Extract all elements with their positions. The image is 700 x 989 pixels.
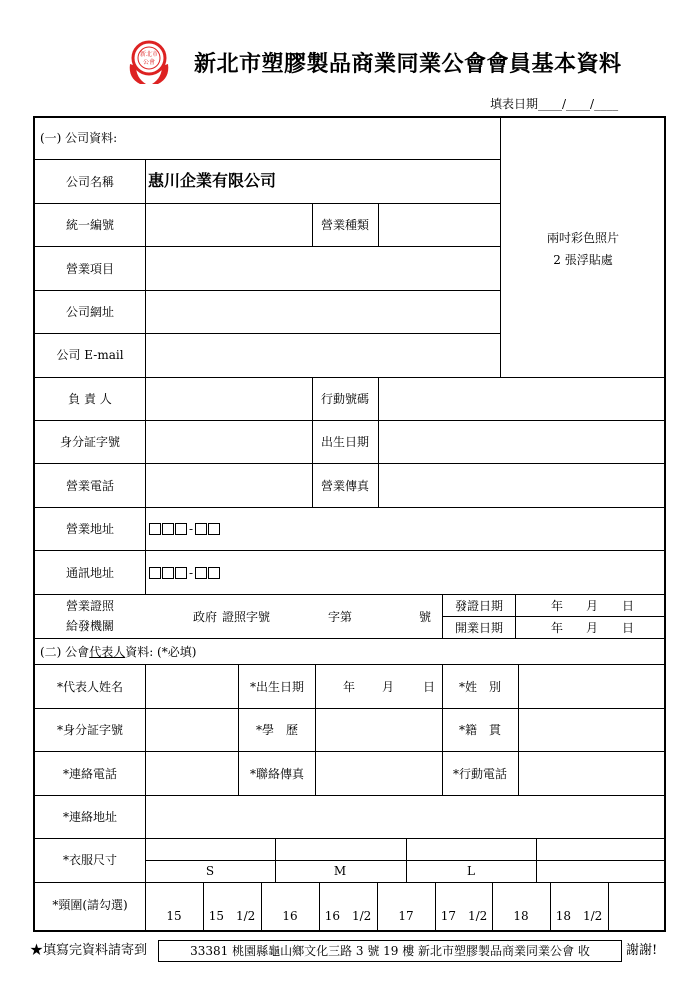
collar-option[interactable]: 15 1/2 (208, 909, 256, 923)
mobile-label: 行動號碼 (320, 392, 370, 406)
hometown-label: *籍 貫 (458, 723, 502, 737)
month-label: 月 (586, 621, 599, 635)
footer-suffix: 謝謝! (626, 943, 658, 958)
collar-option[interactable]: 17 1/2 (440, 909, 488, 923)
collar-option[interactable]: 16 (282, 909, 298, 923)
zip-dash: - (189, 522, 194, 536)
size-m: M (333, 864, 347, 878)
education-label: *學 歷 (255, 723, 299, 737)
biz-addr-label: 營業地址 (65, 522, 115, 536)
size-s: S (205, 864, 215, 878)
business-type-label: 營業種類 (320, 218, 370, 232)
unified-no-label: 統一編號 (65, 218, 115, 232)
photo-note-line1: 兩吋彩色照片 (546, 231, 620, 245)
gender-label: *姓 別 (458, 680, 502, 694)
rep-phone-label: *連絡電話 (62, 767, 118, 781)
clothes-size-label: *衣服尺寸 (62, 853, 118, 867)
collar-option[interactable]: 17 (398, 909, 414, 923)
year-label: 年 (551, 621, 564, 635)
footer-prefix: ★填寫完資料請寄到 (30, 943, 148, 958)
open-date-label: 開業日期 (454, 621, 504, 635)
section2-heading-suffix: 資料: (*必填) (125, 645, 197, 659)
rep-name-label: *代表人姓名 (56, 680, 124, 694)
phone-label: 營業電話 (65, 479, 115, 493)
birth-label: 出生日期 (320, 435, 370, 449)
photo-note-line2: 2 張浮貼處 (553, 253, 613, 267)
id-label: 身分証字號 (59, 435, 121, 449)
owner-label: 負 責 人 (68, 392, 112, 406)
hao-label: 號 (419, 610, 432, 624)
collar-option[interactable]: 18 1/2 (555, 909, 603, 923)
fill-date: 填表日期____/____/____ (490, 97, 619, 111)
section2-heading-prefix: (二) 公會 (40, 645, 90, 659)
section2-heading (40, 645, 196, 659)
svg-text:新北市: 新北市 (139, 51, 159, 58)
day-label: 日 (622, 621, 635, 635)
year-label: 年 (343, 680, 356, 694)
rep-mobile-label: *行動電話 (452, 767, 508, 781)
collar-size-label: *頸圍(請勾選) (52, 898, 128, 912)
email-label: 公司 E-mail (56, 348, 124, 362)
month-label: 月 (382, 680, 395, 694)
business-items-label: 營業項目 (65, 262, 115, 276)
section1-heading: (一) 公司資料: (40, 131, 118, 145)
rep-address-label: *連絡地址 (62, 810, 118, 824)
website-label: 公司網址 (65, 305, 115, 319)
collar-option[interactable]: 16 1/2 (324, 909, 372, 923)
gov-label: 政府 (193, 610, 218, 624)
day-label: 日 (622, 599, 635, 613)
zip-dash: - (189, 566, 194, 580)
license-label-2: 給發機關 (65, 619, 115, 633)
section2-heading-underlined: 代表人 (89, 645, 126, 659)
association-logo (124, 38, 174, 86)
zi-di-label: 字第 (328, 610, 353, 624)
footer-address: 33381 桃園縣龜山鄉文化三路 3 號 19 樓 新北市塑膠製品商業同業公會 收 (158, 940, 622, 962)
collar-option[interactable]: 15 (166, 909, 182, 923)
issue-date-label: 發證日期 (454, 599, 504, 613)
company-name-value[interactable]: 惠川企業有限公司 (148, 171, 277, 190)
svg-text:公會: 公會 (142, 59, 156, 66)
page-title: 新北市塑膠製品商業同業公會會員基本資料 (194, 52, 622, 77)
license-no-label: 證照字號 (222, 610, 271, 624)
rep-fax-label: *聯絡傳真 (249, 767, 305, 781)
mail-addr-label: 通訊地址 (65, 566, 115, 580)
collar-option[interactable]: 18 (513, 909, 529, 923)
company-name-label: 公司名稱 (65, 175, 115, 189)
day-label: 日 (423, 680, 436, 694)
license-label-1: 營業證照 (65, 599, 115, 613)
rep-birth-label: *出生日期 (249, 680, 305, 694)
month-label: 月 (586, 599, 599, 613)
year-label: 年 (551, 599, 564, 613)
rep-id-label: *身分証字號 (56, 723, 124, 737)
fax-label: 營業傳真 (320, 479, 370, 493)
size-l: L (467, 864, 475, 878)
